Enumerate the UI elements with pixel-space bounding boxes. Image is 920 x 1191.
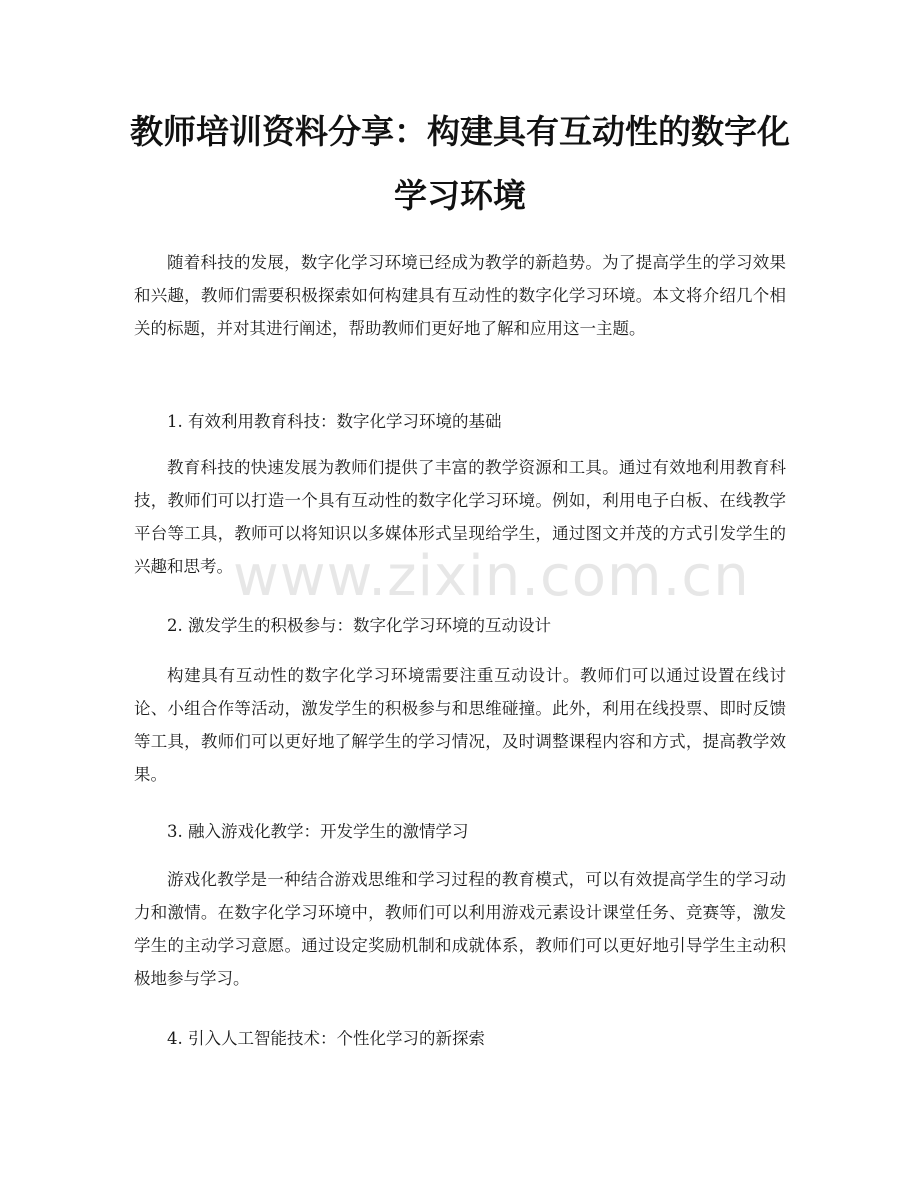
section-1-paragraph: 教育科技的快速发展为教师们提供了丰富的教学资源和工具。通过有效地利用教育科技，教师们可以打造一个具有互动性的数字化学习环境。例如，利用电子白板、在线教学平台等工具，教师可以将知识以多媒体形式呈现给学生，通过图文并茂的方式引发学生的兴趣和思考。 [134,458,786,576]
section-3-paragraph: 游戏化教学是一种结合游戏思维和学习过程的教育模式，可以有效提高学生的学习动力和激情。在数字化学习环境中，教师们可以利用游戏元素设计课堂任务、竞赛等，激发学生的主动学习意愿。通过设定奖励机制和成就体系，教师们可以更好地引导学生主动积极地参与学习。 [134,870,786,988]
watermark: www.zixin.com.cn [233,544,750,609]
section-3-heading: 3. 融入游戏化教学：开发学生的激情学习 [167,822,469,841]
section-2-heading: 2. 激发学生的积极参与：数字化学习环境的互动设计 [167,616,551,635]
section-4-heading: 4. 引入人工智能技术：个性化学习的新探索 [167,1029,485,1048]
document-title: 教师培训资料分享：构建具有互动性的数字化学习环境 [130,112,790,215]
section-2-paragraph: 构建具有互动性的数字化学习环境需要注重互动设计。教师们可以通过设置在线讨论、小组合作等活动，激发学生的积极参与和思维碰撞。此外，利用在线投票、即时反馈等工具，教师们可以更好地了解学生的学习情况，及时调整课程内容和方式，提高教学效果。 [134,666,786,784]
section-1-heading: 1. 有效利用教育科技：数字化学习环境的基础 [167,412,502,431]
intro-paragraph: 随着科技的发展，数字化学习环境已经成为教学的新趋势。为了提高学生的学习效果和兴趣，教师们需要积极探索如何构建具有互动性的数字化学习环境。本文将介绍几个相关的标题，并对其进行阐述，帮助教师们更好地了解和应用这一主题。 [134,253,786,338]
